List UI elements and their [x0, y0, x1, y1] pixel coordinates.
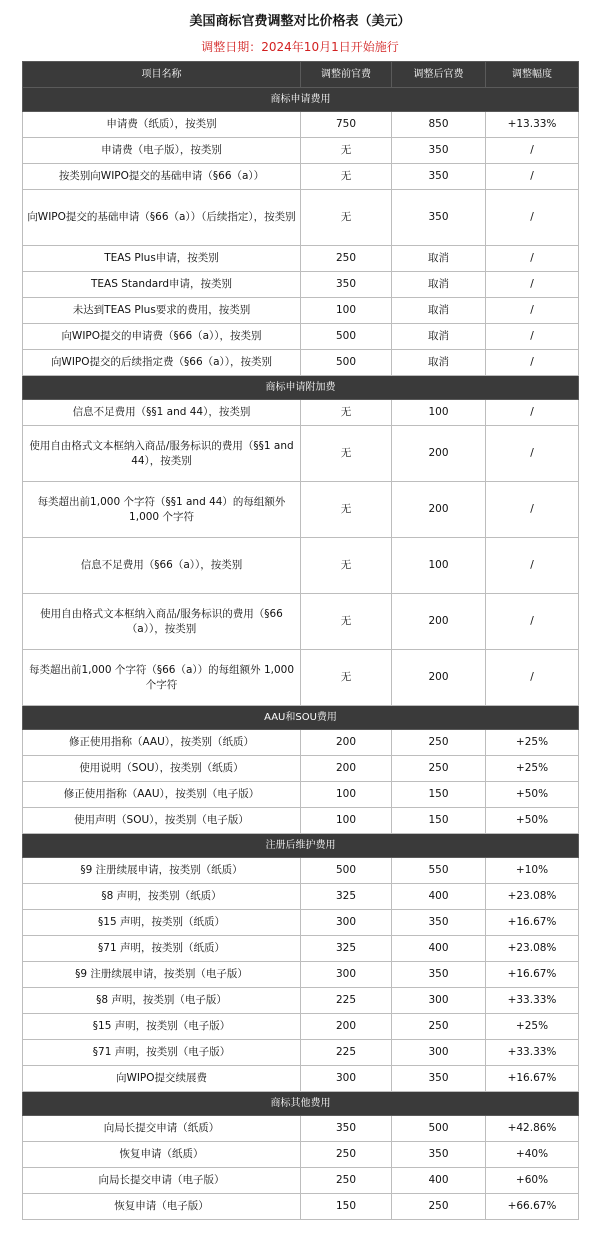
fee-before-cell: 500 [301, 350, 392, 376]
item-name-cell: TEAS Standard申请，按类别 [23, 272, 301, 298]
change-cell: +16.67% [486, 1066, 579, 1092]
fee-before-cell: 300 [301, 962, 392, 988]
item-name-cell: 使用自由格式文本框纳入商品/服务标识的费用（§§1 and 44），按类别 [23, 426, 301, 482]
header-item-name: 项目名称 [23, 62, 301, 88]
fee-before-cell: 100 [301, 298, 392, 324]
change-cell: +16.67% [486, 910, 579, 936]
fee-before-cell: 200 [301, 730, 392, 756]
table-row [23, 910, 579, 936]
change-cell: +33.33% [486, 1040, 579, 1066]
change-cell: +50% [486, 808, 579, 834]
fee-after-cell: 200 [392, 594, 486, 650]
fee-before-cell: 325 [301, 884, 392, 910]
change-cell: / [486, 482, 579, 538]
fee-after-cell: 350 [392, 164, 486, 190]
item-name-cell: 恢复申请（纸质） [23, 1142, 301, 1168]
item-name-cell: 使用声明（SOU），按类别（电子版） [23, 808, 301, 834]
table-row [23, 246, 579, 272]
fee-before-cell: 300 [301, 910, 392, 936]
fee-before-cell: 350 [301, 1116, 392, 1142]
change-cell: +40% [486, 1142, 579, 1168]
item-name-cell: 向局长提交申请（纸质） [23, 1116, 301, 1142]
fee-after-cell: 100 [392, 538, 486, 594]
table-row [23, 650, 579, 706]
table-row [23, 1040, 579, 1066]
header-fee-before: 调整前官费 [301, 62, 392, 88]
table-row [23, 324, 579, 350]
section-title: 注册后维护费用 [23, 834, 579, 858]
table-row [23, 1116, 579, 1142]
fee-after-cell: 取消 [392, 246, 486, 272]
section-title: 商标申请附加费 [23, 376, 579, 400]
change-cell: +13.33% [486, 112, 579, 138]
change-cell: / [486, 400, 579, 426]
item-name-cell: 每类超出前1,000 个字符（§§1 and 44）的每组额外 1,000 个字符 [23, 482, 301, 538]
item-name-cell: 未达到TEAS Plus要求的费用，按类别 [23, 298, 301, 324]
fee-after-cell: 取消 [392, 272, 486, 298]
fee-before-cell: 750 [301, 112, 392, 138]
fee-after-cell: 850 [392, 112, 486, 138]
fee-after-cell: 取消 [392, 324, 486, 350]
table-row [23, 594, 579, 650]
table-row [23, 1014, 579, 1040]
table-row [23, 112, 579, 138]
table-row [23, 1168, 579, 1194]
fee-before-cell: 无 [301, 594, 392, 650]
fee-before-cell: 无 [301, 426, 392, 482]
change-cell: +50% [486, 782, 579, 808]
fee-after-cell: 350 [392, 962, 486, 988]
fee-before-cell: 无 [301, 650, 392, 706]
item-name-cell: 使用说明（SOU），按类别（纸质） [23, 756, 301, 782]
change-cell: / [486, 246, 579, 272]
fee-after-cell: 400 [392, 1168, 486, 1194]
section-title: 商标申请费用 [23, 88, 579, 112]
change-cell: / [486, 138, 579, 164]
section-header-row [23, 834, 579, 858]
item-name-cell: 信息不足费用（§66（a）），按类别 [23, 538, 301, 594]
item-name-cell: 按类别向WIPO提交的基础申请（§66（a）） [23, 164, 301, 190]
section-header-row [23, 706, 579, 730]
table-row [23, 298, 579, 324]
fee-after-cell: 550 [392, 858, 486, 884]
item-name-cell: §9 注册续展申请，按类别（纸质） [23, 858, 301, 884]
change-cell: / [486, 426, 579, 482]
item-name-cell: 修正使用指称（AAU），按类别（纸质） [23, 730, 301, 756]
fee-before-cell: 200 [301, 1014, 392, 1040]
change-cell: +33.33% [486, 988, 579, 1014]
fee-after-cell: 350 [392, 1066, 486, 1092]
section-header-row [23, 88, 579, 112]
fee-before-cell: 无 [301, 190, 392, 246]
table-row [23, 858, 579, 884]
effective-date-subtitle: 调整日期：2024年10月1日开始施行 [201, 40, 399, 54]
table-row [23, 962, 579, 988]
fee-after-cell: 取消 [392, 298, 486, 324]
fee-before-cell: 325 [301, 936, 392, 962]
change-cell: / [486, 272, 579, 298]
table-row [23, 988, 579, 1014]
section-header-row [23, 1092, 579, 1116]
fee-before-cell: 200 [301, 756, 392, 782]
item-name-cell: 向局长提交申请（电子版） [23, 1168, 301, 1194]
table-row [23, 808, 579, 834]
header-fee-after: 调整后官费 [392, 62, 486, 88]
table-row [23, 350, 579, 376]
table-row [23, 884, 579, 910]
fee-before-cell: 无 [301, 482, 392, 538]
fee-comparison-table [22, 61, 579, 1220]
table-row [23, 482, 579, 538]
change-cell: +66.67% [486, 1194, 579, 1220]
fee-after-cell: 400 [392, 884, 486, 910]
table-row [23, 138, 579, 164]
table-row [23, 1066, 579, 1092]
fee-before-cell: 225 [301, 988, 392, 1014]
change-cell: / [486, 350, 579, 376]
table-row [23, 400, 579, 426]
change-cell: / [486, 538, 579, 594]
item-name-cell: §8 声明，按类别（电子版） [23, 988, 301, 1014]
fee-after-cell: 250 [392, 756, 486, 782]
fee-after-cell: 350 [392, 190, 486, 246]
change-cell: / [486, 298, 579, 324]
fee-after-cell: 150 [392, 782, 486, 808]
fee-before-cell: 250 [301, 1142, 392, 1168]
table-row [23, 936, 579, 962]
fee-after-cell: 150 [392, 808, 486, 834]
change-cell: +25% [486, 730, 579, 756]
change-cell: +42.86% [486, 1116, 579, 1142]
fee-after-cell: 400 [392, 936, 486, 962]
table-row [23, 272, 579, 298]
fee-before-cell: 150 [301, 1194, 392, 1220]
fee-before-cell: 无 [301, 400, 392, 426]
fee-before-cell: 100 [301, 782, 392, 808]
item-name-cell: 向WIPO提交的基础申请（§66（a））（后续指定），按类别 [23, 190, 301, 246]
fee-after-cell: 500 [392, 1116, 486, 1142]
fee-after-cell: 250 [392, 1014, 486, 1040]
change-cell: +23.08% [486, 884, 579, 910]
table-row [23, 1142, 579, 1168]
fee-before-cell: 500 [301, 324, 392, 350]
fee-before-cell: 无 [301, 164, 392, 190]
section-title: 商标其他费用 [23, 1092, 579, 1116]
fee-after-cell: 250 [392, 1194, 486, 1220]
fee-before-cell: 无 [301, 538, 392, 594]
fee-after-cell: 200 [392, 426, 486, 482]
fee-after-cell: 300 [392, 1040, 486, 1066]
fee-after-cell: 200 [392, 482, 486, 538]
fee-before-cell: 100 [301, 808, 392, 834]
page-title: 美国商标官费调整对比价格表（美元） [189, 14, 411, 29]
change-cell: / [486, 190, 579, 246]
change-cell: / [486, 324, 579, 350]
fee-before-cell: 无 [301, 138, 392, 164]
fee-before-cell: 300 [301, 1066, 392, 1092]
item-name-cell: §71 声明，按类别（纸质） [23, 936, 301, 962]
item-name-cell: 向WIPO提交的申请费（§66（a）），按类别 [23, 324, 301, 350]
item-name-cell: 信息不足费用（§§1 and 44），按类别 [23, 400, 301, 426]
item-name-cell: §15 声明，按类别（电子版） [23, 1014, 301, 1040]
fee-after-cell: 100 [392, 400, 486, 426]
item-name-cell: 使用自由格式文本框纳入商品/服务标识的费用（§66（a）），按类别 [23, 594, 301, 650]
table-row [23, 782, 579, 808]
table-row [23, 426, 579, 482]
section-title: AAU和SOU费用 [23, 706, 579, 730]
table-row [23, 164, 579, 190]
fee-before-cell: 250 [301, 1168, 392, 1194]
fee-after-cell: 350 [392, 910, 486, 936]
table-row [23, 1194, 579, 1220]
item-name-cell: §15 声明，按类别（纸质） [23, 910, 301, 936]
item-name-cell: §9 注册续展申请，按类别（电子版） [23, 962, 301, 988]
item-name-cell: §8 声明，按类别（纸质） [23, 884, 301, 910]
table-row [23, 538, 579, 594]
item-name-cell: 申请费（电子版），按类别 [23, 138, 301, 164]
item-name-cell: 向WIPO提交续展费 [23, 1066, 301, 1092]
fee-before-cell: 350 [301, 272, 392, 298]
item-name-cell: 恢复申请（电子版） [23, 1194, 301, 1220]
change-cell: +10% [486, 858, 579, 884]
fee-after-cell: 300 [392, 988, 486, 1014]
change-cell: / [486, 650, 579, 706]
header-change: 调整幅度 [486, 62, 579, 88]
change-cell: +16.67% [486, 962, 579, 988]
item-name-cell: TEAS Plus申请，按类别 [23, 246, 301, 272]
table-row [23, 756, 579, 782]
fee-after-cell: 350 [392, 138, 486, 164]
fee-before-cell: 500 [301, 858, 392, 884]
table-row [23, 190, 579, 246]
item-name-cell: 申请费（纸质），按类别 [23, 112, 301, 138]
fee-after-cell: 250 [392, 730, 486, 756]
fee-after-cell: 取消 [392, 350, 486, 376]
change-cell: +25% [486, 1014, 579, 1040]
item-name-cell: §71 声明，按类别（电子版） [23, 1040, 301, 1066]
change-cell: / [486, 594, 579, 650]
fee-before-cell: 250 [301, 246, 392, 272]
item-name-cell: 修正使用指称（AAU），按类别（电子版） [23, 782, 301, 808]
change-cell: / [486, 164, 579, 190]
fee-before-cell: 225 [301, 1040, 392, 1066]
change-cell: +60% [486, 1168, 579, 1194]
item-name-cell: 每类超出前1,000 个字符（§66（a））的每组额外 1,000 个字符 [23, 650, 301, 706]
fee-after-cell: 200 [392, 650, 486, 706]
fee-after-cell: 350 [392, 1142, 486, 1168]
change-cell: +23.08% [486, 936, 579, 962]
section-header-row [23, 376, 579, 400]
table-row [23, 730, 579, 756]
item-name-cell: 向WIPO提交的后续指定费（§66（a）），按类别 [23, 350, 301, 376]
change-cell: +25% [486, 756, 579, 782]
table-body [23, 88, 579, 1220]
table-header-row [23, 62, 579, 88]
